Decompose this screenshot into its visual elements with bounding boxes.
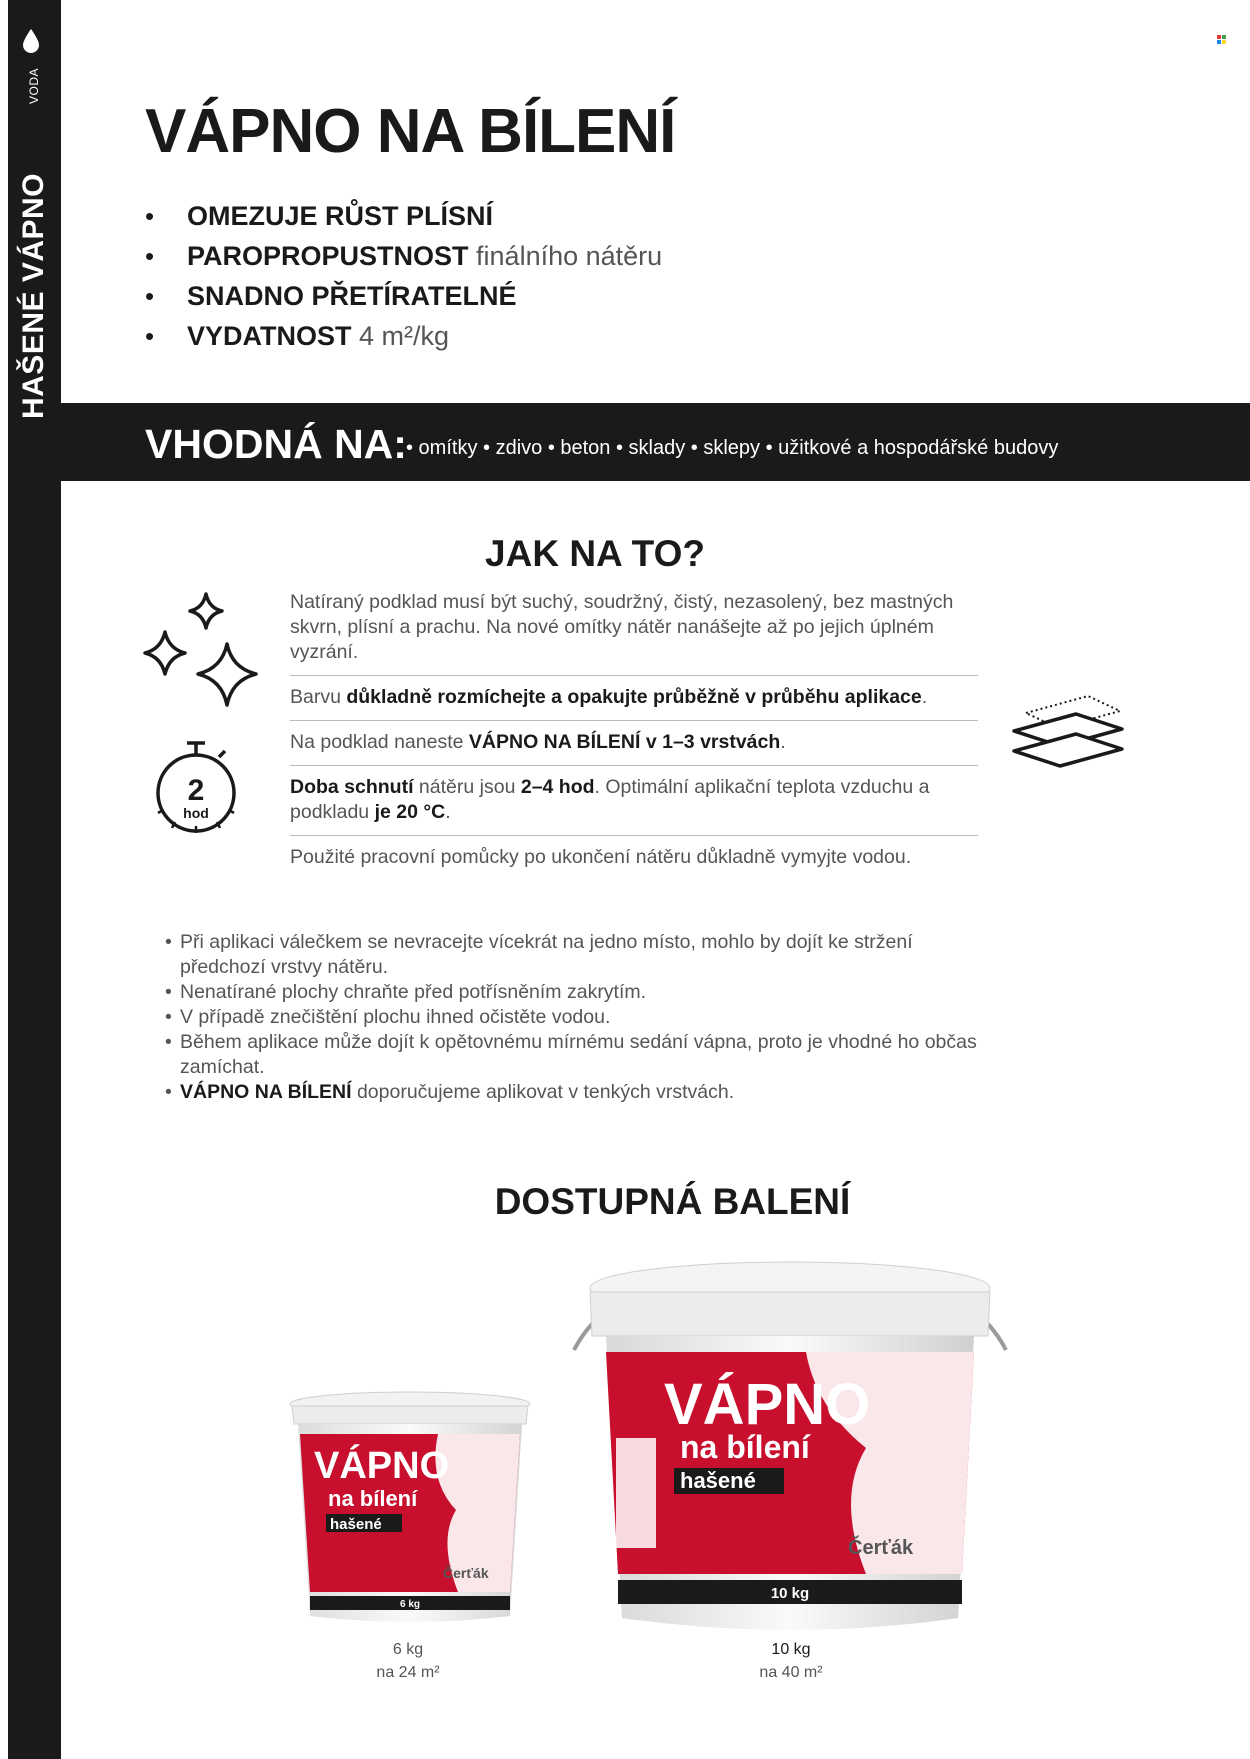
note-item [165,1030,985,1080]
pack-coverage: na 40 m² [759,1664,823,1681]
label-maker: Čerťák [848,1537,914,1559]
label-brand-line2: na bílení [680,1429,810,1465]
feature-item: • OMEZUJE RŮST PLÍSNÍ [145,196,662,236]
text-run: . [445,801,451,823]
label-brand-line1: VÁPNO [664,1372,871,1437]
feature-item: • VYDATNOST 4 m²/kg [145,316,662,356]
label-weight-10kg: 10 kg [770,1585,810,1602]
text-run: . Optimální aplikační teplota vzduchu a podkladu [290,776,930,823]
bold-text: Doba schnutí [290,776,414,798]
howto-step [290,676,978,721]
pack-caption-6kg [308,1638,508,1684]
text-run: Na podklad naneste [290,731,469,753]
note-item [165,980,985,1005]
note-item [165,1080,985,1105]
timer-unit: hod [183,805,209,821]
suitable-for-list: • omítky • zdivo • beton • sklady • sklepy • užitkové a hospodářské budovy [406,437,1059,459]
feature-item: • PAROPROPUSTNOST finálního nátěru [145,236,662,276]
text-run: Nenatírané plochy chraňte před potřísněním zakrytím. [180,981,647,1003]
sparkle-icon [138,590,264,710]
text-run: V případě znečištění plochu ihned očistěte vodou. [180,1006,611,1028]
howto-steps [290,589,978,880]
bold-text: 2–4 hod [520,776,595,798]
page-title: VÁPNO NA BÍLENÍ [145,97,676,166]
timer-number: 2 [187,774,205,807]
label-maker: Čerťák [443,1565,489,1581]
feature-item: • SNADNO PŘETÍRATELNÉ [145,276,662,316]
bold-text: VÁPNO NA BÍLENÍ [180,1081,352,1103]
notes-list [165,930,985,1105]
bold-text: je 20 °C [374,801,446,823]
howto-step [290,836,978,880]
pack-weight: 10 kg [771,1641,811,1658]
stopwatch-icon [153,738,239,836]
text-run: Během aplikace může dojít k opětovnému mírnému sedání vápna, proto je vhodné ho občas zamíchat. [180,1031,977,1078]
bold-text: VÁPNO NA BÍLENÍ v 1–3 vrstvách [468,731,781,753]
howto-title: JAK NA TO? [485,533,705,574]
text-run: Natíraný podklad musí být suchý, soudržný, čistý, nezasolený, bez mastných skvrn, plísní a prachu. Na nové omítky nátěr nanášejte až po jejich úplném vyzrání. [290,591,954,663]
category-label: VODA [27,67,41,105]
packs-title: DOSTUPNÁ BALENÍ [494,1181,851,1222]
text-run: nátěru jsou [413,776,521,798]
howto-step [290,766,978,836]
label-brand-line1: VÁPNO [314,1445,450,1487]
water-drop-icon [21,28,41,54]
feature-list [145,196,662,356]
text-run: . [780,731,786,753]
layers-icon [1008,694,1126,776]
text-run: . [921,686,928,708]
text-run: Barvu [290,686,347,708]
note-item [165,930,985,980]
product-image-10kg [566,1258,1014,1640]
side-category-title: HAŠENÉ VÁPNO [17,172,50,420]
side-strip [8,0,61,1759]
label-variant: hašené [330,1516,382,1533]
howto-step [290,589,978,676]
text-run: Při aplikaci válečkem se nevracejte vícekrát na jedno místo, mohlo by dojít ke stržení předchozí vrstvy nátěru. [180,931,913,978]
suitable-for-band [61,403,1250,481]
label-weight-6kg: 6 kg [399,1599,421,1610]
howto-step [290,721,978,766]
pack-coverage: na 24 m² [376,1664,440,1681]
pack-caption-10kg [691,1638,891,1684]
product-image-6kg [288,1390,533,1630]
pack-weight: 6 kg [392,1641,424,1658]
text-run: Použité pracovní pomůcky po ukončení nátěru důkladně vymyjte vodou. [290,846,912,868]
text-run: doporučujeme aplikovat v tenkých vrstvách. [351,1081,735,1103]
color-mark-icon [1217,35,1226,44]
suitable-for-title: VHODNÁ NA: [145,421,407,467]
note-item [165,1005,985,1030]
bold-text: důkladně rozmíchejte a opakujte průběžně v průběhu aplikace [346,686,922,708]
label-variant: hašené [680,1468,756,1493]
label-brand-line2: na bílení [328,1486,418,1511]
